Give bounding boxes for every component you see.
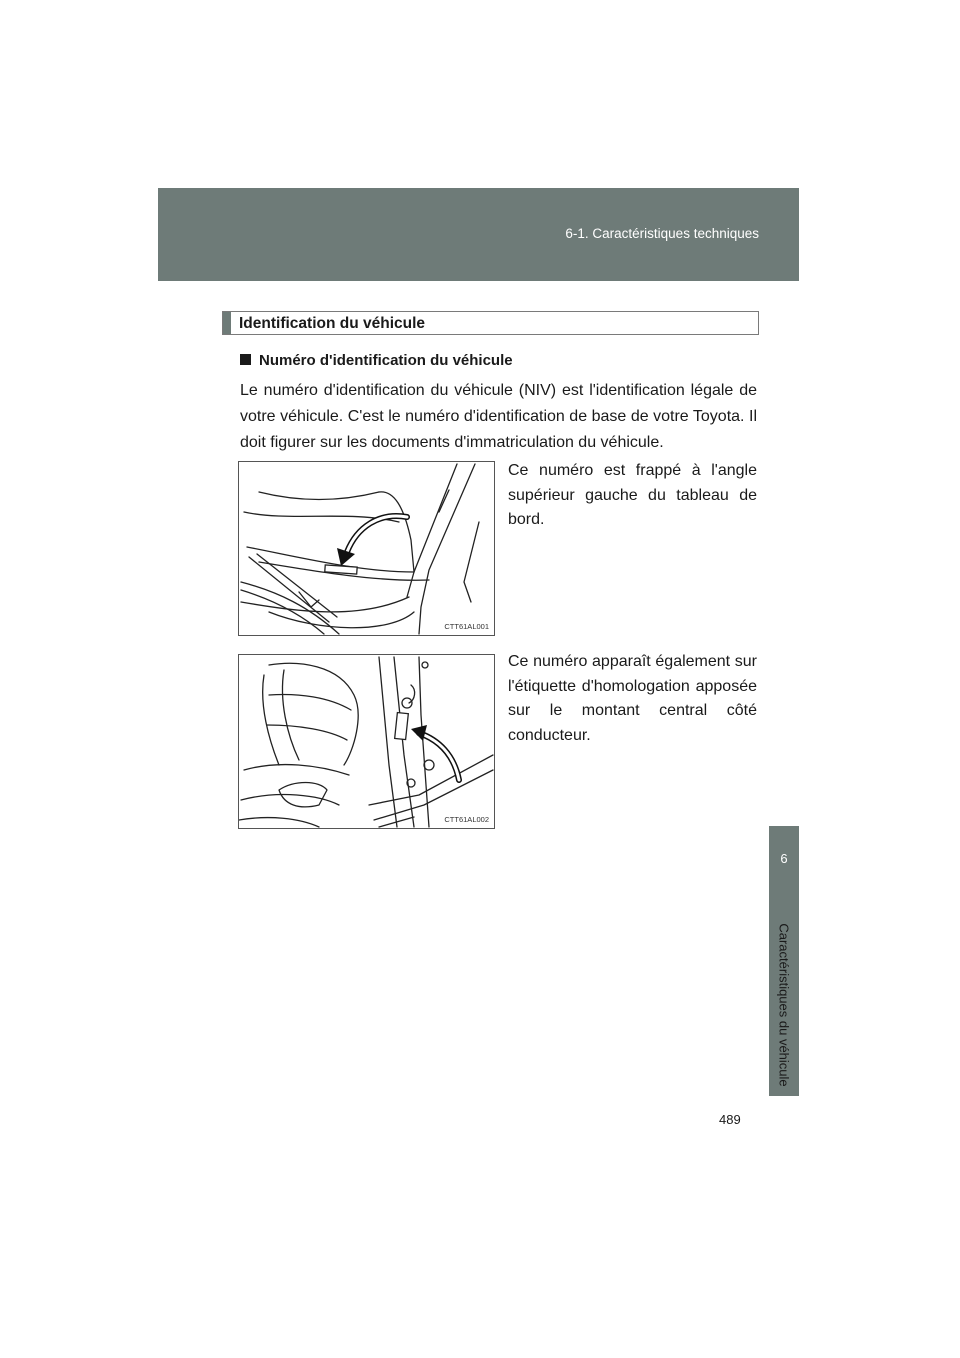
section-heading-bar — [223, 312, 231, 334]
chapter-header-band — [158, 188, 799, 281]
chapter-title: 6-1. Caractéristiques techniques — [565, 226, 759, 241]
square-bullet-icon — [240, 354, 251, 365]
side-chapter-label-box — [769, 915, 799, 1095]
figure-pillar-label — [238, 654, 495, 829]
intro-paragraph: Le numéro d'identification du véhicule (NIV) est l'identification légale de votre véhicule. C'est le numéro d'identification de base de votre Toyota. Il doit figurer sur les documents d'immatriculation du véhicule. — [240, 382, 757, 451]
subsection-heading — [240, 352, 513, 369]
figure-code: CTT61AL002 — [444, 815, 489, 824]
section-heading-box — [222, 311, 759, 335]
pillar-illustration — [239, 655, 494, 828]
subsection-title: Numéro d'identification du véhicule — [259, 352, 513, 369]
side-chapter-label: Caractéristiques du véhicule — [776, 923, 792, 1087]
figure-2-caption: Ce numéro apparaît également sur l'étiquette d'homologation apposée sur le montant central côté conducteur. — [508, 653, 757, 744]
side-chapter-number: 6 — [780, 851, 788, 866]
dashboard-illustration — [239, 462, 494, 635]
figure-code: CTT61AL001 — [444, 622, 489, 631]
figure-1-caption: Ce numéro est frappé à l'angle supérieur gauche du tableau de bord. — [508, 462, 757, 528]
section-title: Identification du véhicule — [239, 315, 426, 332]
figure-dashboard-vin — [238, 461, 495, 636]
page-number: 489 — [719, 1112, 741, 1127]
